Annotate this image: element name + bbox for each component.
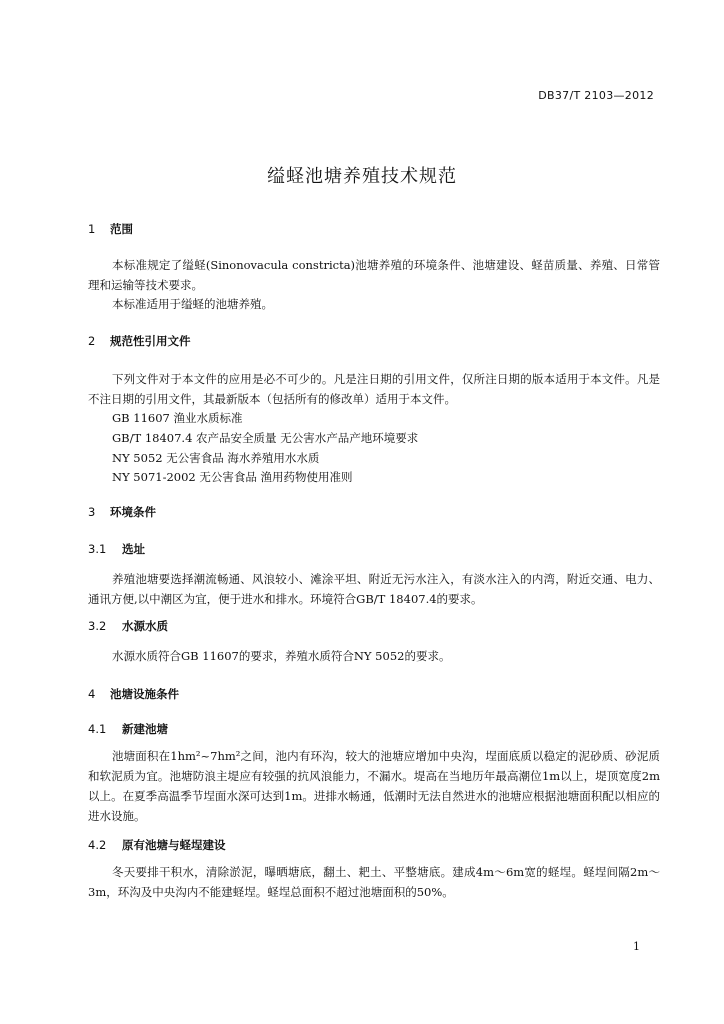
reference-item: NY 5052 无公害食品 海水养殖用水水质 [112, 451, 320, 465]
section-title: 环境条件 [110, 505, 157, 519]
section-heading-4-2 [88, 837, 226, 853]
section-number: 4.1 [88, 722, 107, 736]
section-heading-3 [88, 504, 156, 520]
section-heading-2 [88, 333, 191, 349]
section-title: 原有池塘与蛏埕建设 [122, 838, 226, 852]
section-title: 水源水质 [122, 619, 169, 633]
section-title: 新建池塘 [122, 722, 169, 736]
paragraph-new-pond: 池塘面积在1hm²~7hm²之间，池内有环沟，较大的池塘应增加中央沟，埕面底质以稳定的泥砂质、砂泥质和软泥质为宜。池塘防浪主堤应有较强的抗风浪能力，不漏水。堤高在当地历年最高潮位1m以上，堤顶宽度2m以上。在夏季高温季节埕面水深可达到1m。进排水畅通，低潮时无法自然进水的池塘应根据池塘面积配以相应的进水设施。 [88, 749, 660, 823]
section-number: 1 [88, 222, 96, 236]
paragraph-applicability: 本标准适用于缢蛏的池塘养殖。 [112, 297, 273, 311]
section-number: 3 [88, 505, 96, 519]
standard-code: DB37/T 2103—2012 [538, 89, 654, 102]
section-heading-3-1 [88, 541, 145, 557]
paragraph-scope: 本标准规定了缢蛏(Sinonovacula constricta)池塘养殖的环境条件、池塘建设、蛏苗质量、养殖、日常管理和运输等技术要求。 [88, 258, 660, 292]
section-title: 规范性引用文件 [110, 334, 191, 348]
section-number: 3.2 [88, 619, 107, 633]
section-number: 4.2 [88, 838, 107, 852]
section-heading-1 [88, 221, 133, 237]
paragraph-site-selection: 养殖池塘要选择潮流畅通、风浪较小、滩涂平坦、附近无污水注入，有淡水注入的内湾，附近交通、电力、通讯方便,以中潮区为宜，便于进水和排水。环境符合GB/T 18407.4的要求。 [88, 572, 660, 606]
section-heading-4-1 [88, 721, 168, 737]
section-title: 范围 [110, 222, 134, 236]
reference-item: GB 11607 渔业水质标准 [112, 411, 243, 425]
paragraph-normative-refs: 下列文件对于本文件的应用是必不可少的。凡是注日期的引用文件，仅所注日期的版本适用于本文件。凡是不注日期的引用文件，其最新版本（包括所有的修改单）适用于本文件。 [88, 372, 660, 406]
section-heading-4 [88, 686, 179, 702]
section-number: 3.1 [88, 542, 107, 556]
paragraph-existing-pond: 冬天要排干积水，清除淤泥，曝晒塘底，翻土、耙土、平整塘底。建成4m～6m宽的蛏埕。蛏埕间隔2m～3m，环沟及中央沟内不能建蛏埕。蛏埕总面积不超过池塘面积的50%。 [88, 865, 660, 899]
section-title: 选址 [122, 542, 146, 556]
reference-item: NY 5071-2002 无公害食品 渔用药物使用准则 [112, 470, 353, 484]
page-number: 1 [633, 940, 640, 953]
section-heading-3-2 [88, 618, 168, 634]
paragraph-water-quality: 水源水质符合GB 11607的要求，养殖水质符合NY 5052的要求。 [112, 649, 451, 663]
section-number: 2 [88, 334, 96, 348]
section-number: 4 [88, 687, 96, 701]
reference-item: GB/T 18407.4 农产品安全质量 无公害水产品产地环境要求 [112, 431, 419, 445]
document-title: 缢蛏池塘养殖技术规范 [267, 166, 457, 187]
section-title: 池塘设施条件 [110, 687, 180, 701]
